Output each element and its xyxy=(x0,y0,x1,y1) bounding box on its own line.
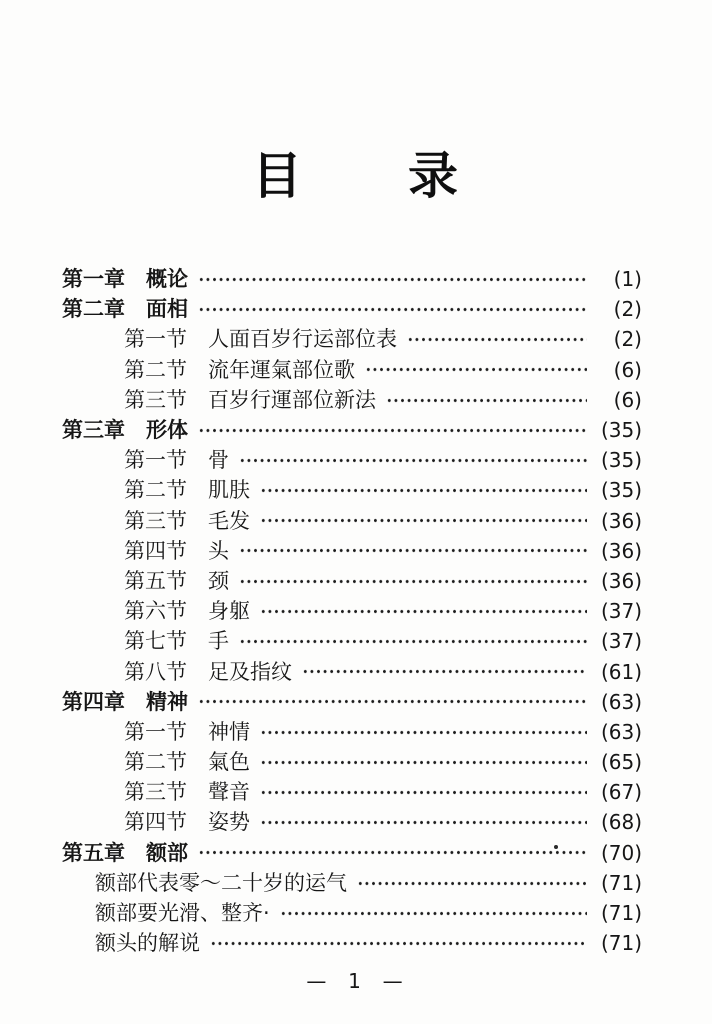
toc-entry-label: 第五节 颈 xyxy=(124,568,229,593)
toc-entry-label: 第七节 手 xyxy=(124,629,229,654)
toc-page-number: (71) xyxy=(600,901,642,926)
toc-entry-label: 第四节 头 xyxy=(124,538,229,563)
toc-leader-dots xyxy=(198,264,587,294)
toc-leader-dots xyxy=(260,807,587,837)
toc-entry-label: 第二章 面相 xyxy=(62,297,188,322)
toc-entry-label: 额部要光滑、整齐· xyxy=(95,901,270,926)
toc-page-number: (61) xyxy=(600,659,642,684)
toc-leader-dots xyxy=(239,566,587,596)
toc-entry-label: 额部代表零～二十岁的运气 xyxy=(95,870,347,895)
scan-speck xyxy=(554,845,558,849)
toc-leader-dots xyxy=(260,747,587,777)
toc-page-number: (67) xyxy=(600,780,642,805)
toc-entry-label: 第二节 氣色 xyxy=(124,750,250,775)
toc-entry-label: 第五章 额部 xyxy=(62,840,188,865)
toc-entry-label: 第一节 骨 xyxy=(124,448,229,473)
toc-page-number: (35) xyxy=(600,418,642,443)
toc-entry-label: 第八节 足及指纹 xyxy=(124,659,292,684)
toc-entry xyxy=(62,626,642,656)
toc-entry-label: 第二节 肌肤 xyxy=(124,478,250,503)
toc-leader-dots xyxy=(260,596,587,626)
toc-page-number: (6) xyxy=(613,357,642,382)
toc-entry xyxy=(62,656,642,686)
toc-entry-label: 第一节 神情 xyxy=(124,719,250,744)
toc-entry-label: 额头的解说 xyxy=(95,931,200,956)
toc-page-number: (1) xyxy=(613,267,642,292)
toc-page-number: (37) xyxy=(600,599,642,624)
toc-entry xyxy=(62,536,642,566)
toc-entry xyxy=(62,807,642,837)
toc-entry-label: 第三节 百岁行運部位新法 xyxy=(124,387,376,412)
toc-entry xyxy=(62,777,642,807)
toc-page-number: (68) xyxy=(600,810,642,835)
toc-entry xyxy=(62,294,642,324)
table-of-contents xyxy=(0,264,712,958)
toc-entry-label: 第四章 精神 xyxy=(62,689,188,714)
toc-page-number: (36) xyxy=(600,568,642,593)
toc-page-number: (71) xyxy=(600,931,642,956)
toc-entry xyxy=(62,596,642,626)
toc-leader-dots xyxy=(407,324,587,354)
toc-leader-dots xyxy=(260,506,587,536)
toc-leader-dots xyxy=(239,445,587,475)
toc-page-number: (63) xyxy=(600,719,642,744)
toc-leader-dots xyxy=(198,415,587,445)
toc-entry-label: 第三章 形体 xyxy=(62,418,188,443)
toc-leader-dots xyxy=(302,656,587,686)
toc-page-number: (2) xyxy=(613,327,642,352)
toc-entry xyxy=(62,506,642,536)
toc-entry xyxy=(62,264,642,294)
toc-entry-label: 第三节 聲音 xyxy=(124,780,250,805)
toc-page-number: (63) xyxy=(600,689,642,714)
toc-entry-label: 第一节 人面百岁行运部位表 xyxy=(124,327,397,352)
toc-entry xyxy=(62,928,642,958)
toc-entry xyxy=(62,385,642,415)
toc-leader-dots xyxy=(239,626,587,656)
toc-leader-dots xyxy=(198,687,587,717)
toc-entry xyxy=(62,355,642,385)
toc-leader-dots xyxy=(239,536,587,566)
toc-entry xyxy=(62,717,642,747)
toc-page-number: (2) xyxy=(613,297,642,322)
toc-leader-dots xyxy=(260,475,587,505)
toc-entry xyxy=(62,415,642,445)
toc-entry xyxy=(62,898,642,928)
toc-entry xyxy=(62,445,642,475)
toc-leader-dots xyxy=(198,294,587,324)
page-footer: — 1 — xyxy=(306,969,406,994)
toc-leader-dots xyxy=(210,928,587,958)
toc-entry xyxy=(62,566,642,596)
toc-page-number: (71) xyxy=(600,870,642,895)
toc-entry xyxy=(62,475,642,505)
toc-page-number: (36) xyxy=(600,508,642,533)
toc-page-number: (70) xyxy=(600,840,642,865)
toc-entry-label: 第四节 姿势 xyxy=(124,810,250,835)
toc-entry xyxy=(62,747,642,777)
toc-leader-dots xyxy=(357,868,587,898)
toc-leader-dots xyxy=(280,898,587,928)
toc-entry xyxy=(62,838,642,868)
toc-entry xyxy=(62,868,642,898)
toc-page-number: (35) xyxy=(600,478,642,503)
toc-entry xyxy=(62,687,642,717)
toc-page-number: (37) xyxy=(600,629,642,654)
toc-page-number: (6) xyxy=(613,387,642,412)
toc-entry-label: 第六节 身躯 xyxy=(124,599,250,624)
toc-leader-dots xyxy=(260,777,587,807)
page-title: 目 录 xyxy=(252,147,460,205)
toc-entry-label: 第三节 毛发 xyxy=(124,508,250,533)
toc-page-number: (36) xyxy=(600,538,642,563)
toc-leader-dots xyxy=(365,355,587,385)
toc-page-number: (35) xyxy=(600,448,642,473)
toc-entry-label: 第一章 概论 xyxy=(62,267,188,292)
toc-leader-dots xyxy=(198,838,587,868)
toc-page-number: (65) xyxy=(600,750,642,775)
toc-entry-label: 第二节 流年運氣部位歌 xyxy=(124,357,355,382)
toc-leader-dots xyxy=(386,385,587,415)
toc-leader-dots xyxy=(260,717,587,747)
toc-entry xyxy=(62,324,642,354)
